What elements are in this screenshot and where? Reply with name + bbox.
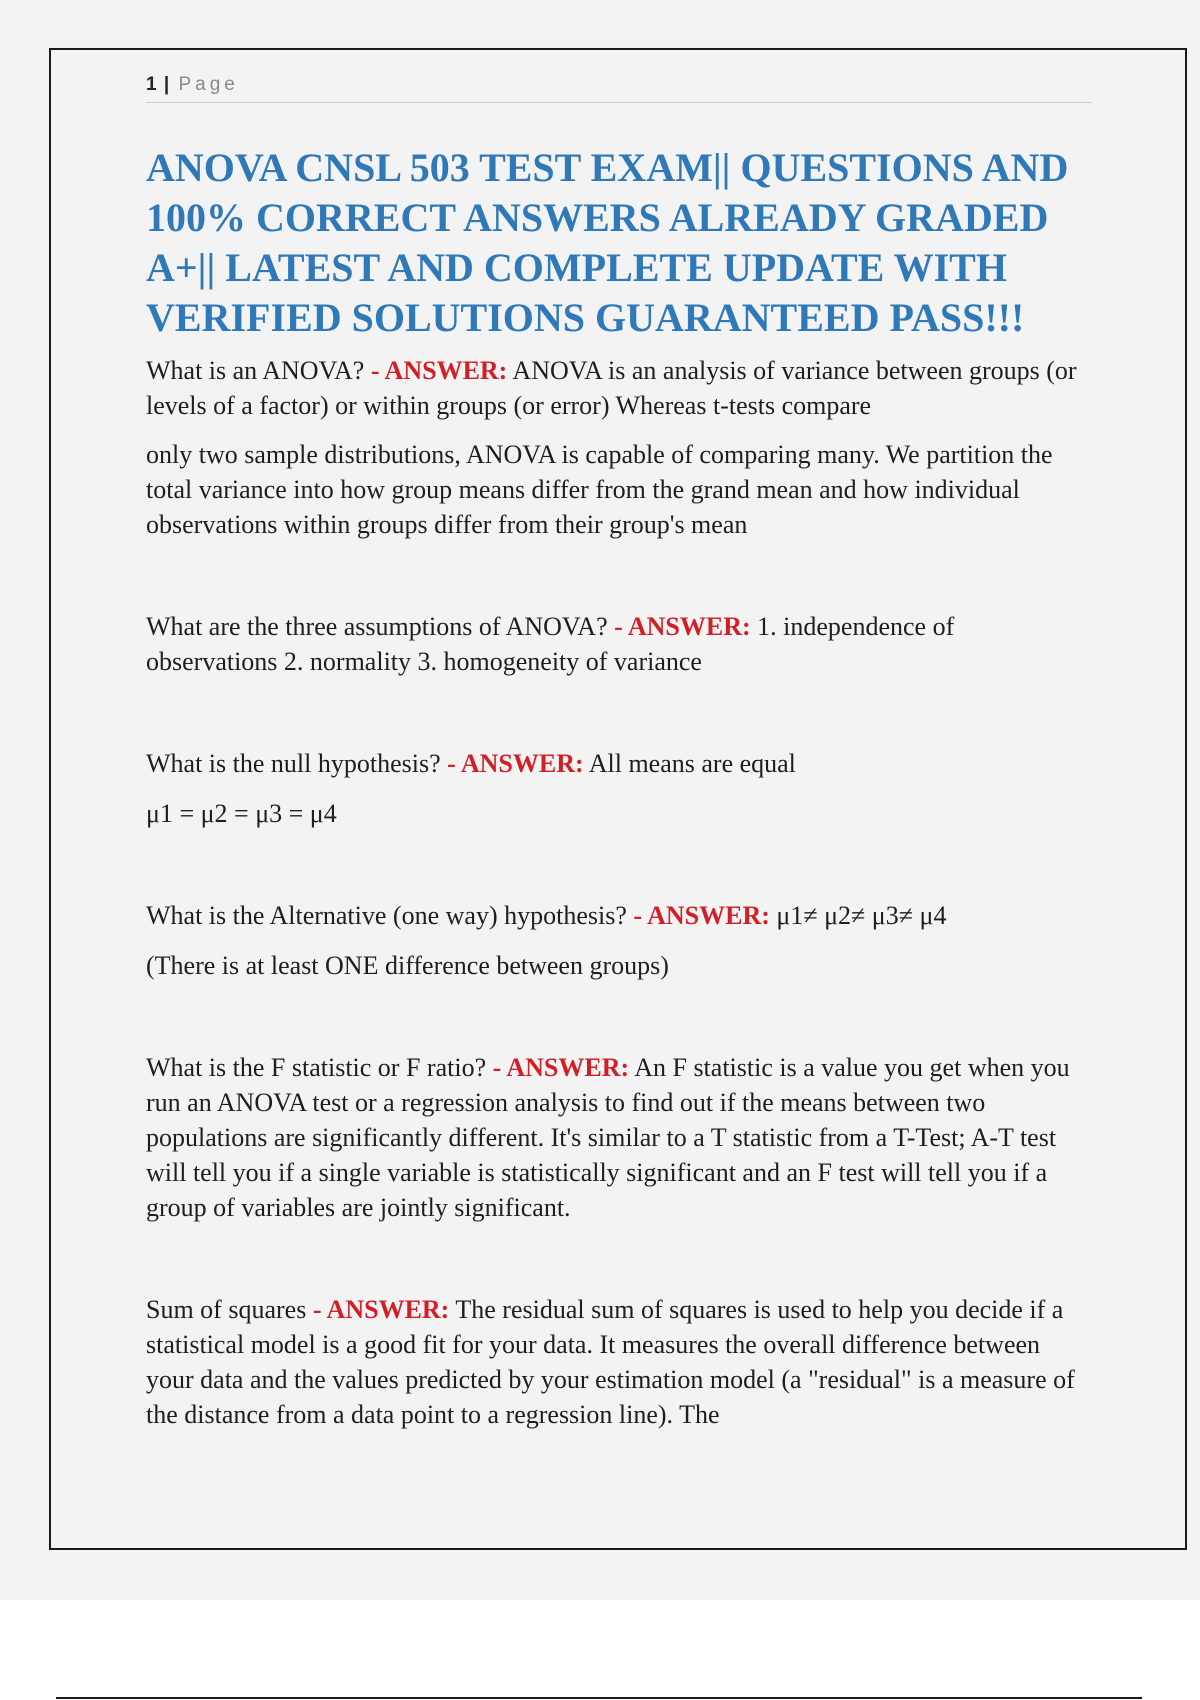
question-text: What is the null hypothesis? (146, 749, 441, 778)
question-text: What is an ANOVA? (146, 356, 365, 385)
answer-formula: μ1 = μ2 = μ3 = μ4 (146, 799, 337, 828)
answer-text: 1. independence of observations 2. normality 3. homogeneity of variance (146, 612, 955, 676)
question-text: What is the F statistic or F ratio? (146, 1053, 487, 1082)
page-word: Page (178, 74, 239, 95)
qa-item (146, 746, 1092, 781)
next-page-rule (56, 1697, 1142, 1699)
question-text: Sum of squares (146, 1295, 307, 1324)
question-text: What is the Alternative (one way) hypothesis? (146, 901, 627, 930)
page-separator: | (163, 74, 170, 95)
page-content (146, 72, 1092, 1432)
page-number: 1 (146, 74, 157, 95)
page-header (146, 72, 1092, 103)
answer-text: All means are equal (588, 749, 796, 778)
answer-note: (There is at least ONE difference between groups) (146, 951, 669, 980)
answer-text: ANOVA is an analysis of variance between groups (or levels of a factor) or within groups (or error) Whereas t-tests compare (146, 356, 1077, 420)
question-text: What are the three assumptions of ANOVA? (146, 612, 608, 641)
answer-label: - ANSWER: (633, 901, 770, 930)
qa-item (146, 1292, 1092, 1432)
qa-item (146, 898, 1092, 933)
answer-label: - ANSWER: (492, 1053, 630, 1082)
answer-text: The residual sum of squares is used to help you decide if a statistical model is a good fit for your data. It measures the overall difference between your data and the values predicted by your estimation model (a "residual" is a measure of the distance from a data point to a regression line). The (146, 1295, 1075, 1429)
document-title: ANOVA CNSL 503 TEST EXAM|| QUESTIONS AND 100% CORRECT ANSWERS ALREADY GRADED A+|| LATEST AND COMPLETE UPDATE WITH VERIFIED SOLUTIONS GUARANTEED PASS!!! (146, 145, 1069, 340)
qa-item (146, 353, 1092, 423)
answer-label: - ANSWER: (447, 749, 584, 778)
answer-continuation: only two sample distributions, ANOVA is capable of comparing many. We partition the total variance into how group means differ from the grand mean and how individual observations within groups differ from their group's mean (146, 440, 1053, 539)
answer-label: - ANSWER: (370, 356, 508, 385)
answer-label: - ANSWER: (614, 612, 751, 641)
answer-text: An F statistic is a value you get when you run an ANOVA test or a regression analysis to find out if the means between two populations are significantly different. It's similar to a T statistic from a T-Test; A-T test will tell you if a single variable is statistically significant and an F test will tell you if a group of variables are jointly significant. (146, 1053, 1070, 1222)
qa-item (146, 609, 1092, 679)
qa-item (146, 1050, 1092, 1225)
answer-label: - ANSWER: (312, 1295, 450, 1324)
answer-text: μ1≠ μ2≠ μ3≠ μ4 (776, 901, 947, 930)
